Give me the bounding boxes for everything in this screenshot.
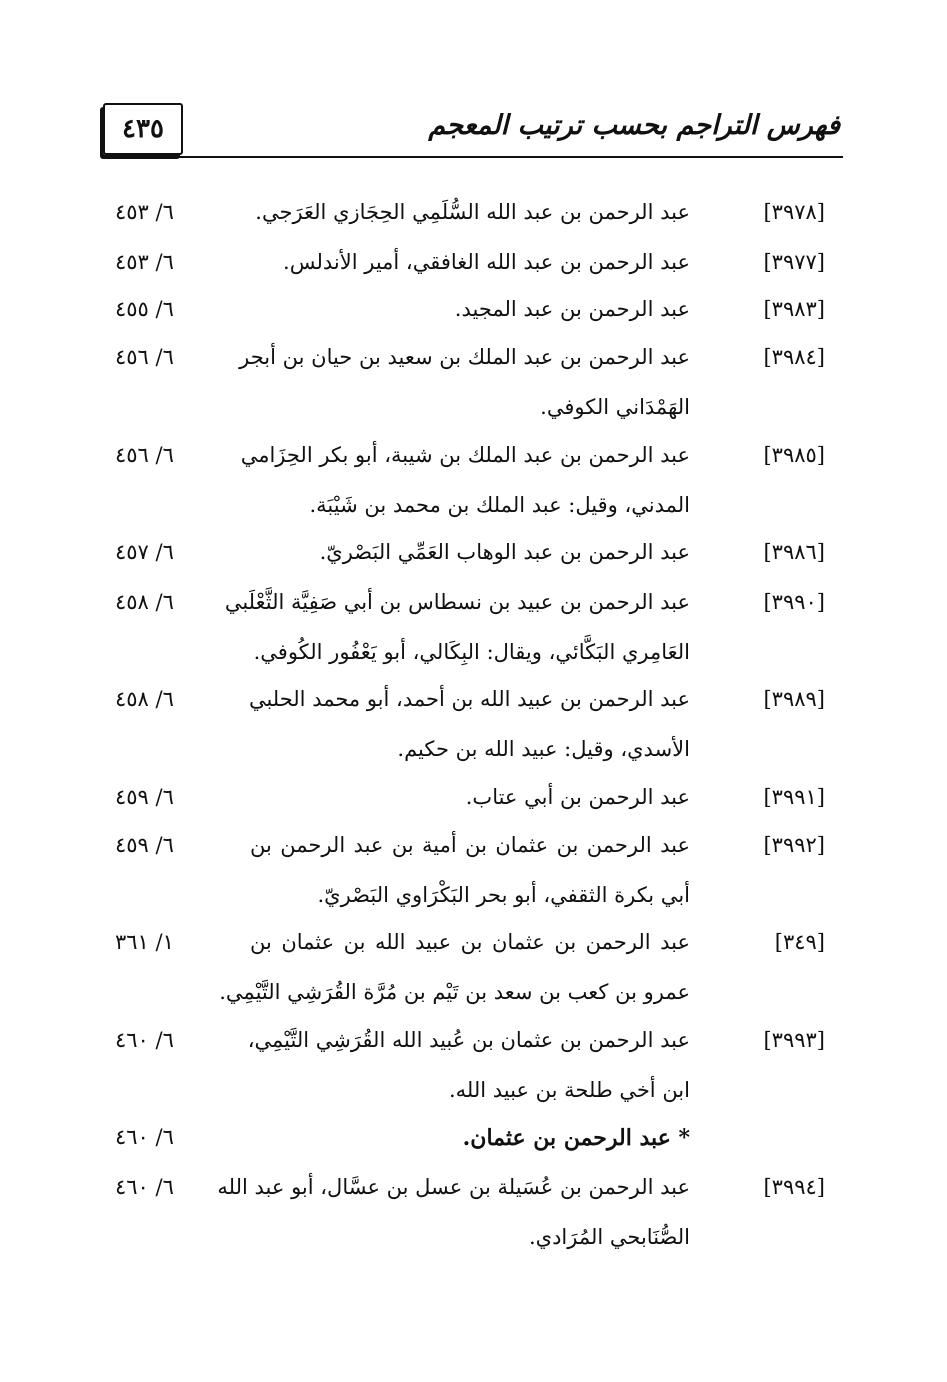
- volume-page-ref: ٦/ ٤٥٣: [115, 250, 174, 274]
- running-title: فهرس التراجم بحسب ترتيب المعجم: [428, 110, 840, 141]
- volume-page-ref: ٦/ ٤٦٠: [115, 1175, 174, 1199]
- entry-number: [٣٩٨٥]: [763, 443, 825, 467]
- entry-text-line: عبد الرحمن بن عثمان بن عُبيد الله القُرَشِي التَّيْمِي،: [247, 1028, 690, 1052]
- entry-text-line: عبد الرحمن بن عبيد بن نسطاس بن أبي صَفِيَّة الثَّعْلَبي: [224, 590, 690, 614]
- entry-text-line: عبد الرحمن بن أبي عتاب.: [465, 785, 690, 809]
- entry-number: [٣٩٧٧]: [763, 250, 825, 274]
- page-number-box: [103, 103, 183, 155]
- volume-page-ref: ٦/ ٤٥٦: [115, 443, 174, 467]
- entry-text-line: عبد الرحمن بن عبد الملك بن سعيد بن حيان بن أبجر: [239, 345, 690, 369]
- volume-page-ref: ٦/ ٤٥٨: [115, 590, 174, 614]
- volume-page-ref: ٦/ ٤٥٥: [115, 297, 174, 321]
- entry-text-line: عبد الرحمن بن عبد الله الغافقي، أمير الأندلس.: [283, 250, 690, 274]
- volume-page-ref: ٦/ ٤٦٠: [115, 1125, 174, 1149]
- volume-page-ref: ٦/ ٤٦٠: [115, 1028, 174, 1052]
- volume-page-ref: ٦/ ٤٥٨: [115, 687, 174, 711]
- header-rule: [103, 156, 843, 158]
- entry-text-line: الأسدي، وقيل: عبيد الله بن حكيم.: [397, 737, 690, 761]
- entry-number: [٣٩٨٣]: [763, 297, 825, 321]
- volume-page-ref: ٦/ ٤٥٩: [115, 785, 174, 809]
- entry-number: [٣٩٩٢]: [763, 833, 825, 857]
- entry-text-line: عبد الرحمن بن عثمان بن أمية بن عبد الرحمن بن: [250, 833, 690, 857]
- entry-text-line: عبد الرحمن بن عبد الوهاب العَمِّي البَصْريّ.: [319, 540, 690, 564]
- entry-text-line: أبي بكرة الثقفي، أبو بحر البَكْرَاوي البَصْريّ.: [317, 883, 690, 907]
- entry-text-line: عبد الرحمن بن عُسَيلة بن عسل بن عسَّال، أبو عبد الله: [217, 1175, 690, 1199]
- entry-text-line: العَامِري البَكَّائي، ويقال: البِكَالي، أبو يَعْفُور الكُوفي.: [253, 640, 690, 664]
- volume-page-ref: ٦/ ٤٥٣: [115, 200, 174, 224]
- entry-text-line: عبد الرحمن بن عبيد الله بن أحمد، أبو محمد الحلبي: [248, 687, 690, 711]
- entry-number: [٣٩٩١]: [763, 785, 825, 809]
- entry-text-line: الهَمْدَاني الكوفي.: [540, 395, 690, 419]
- entry-text-line: عبد الرحمن بن عبد المجيد.: [454, 297, 690, 321]
- entry-number: [٣٤٩]: [774, 930, 825, 954]
- entry-number: [٣٩٩٤]: [763, 1175, 825, 1199]
- volume-page-ref: ٦/ ٤٥٦: [115, 345, 174, 369]
- entry-text-line: الصُّنَابحي المُرَادي.: [528, 1225, 690, 1249]
- entry-number: [٣٩٨٦]: [763, 540, 825, 564]
- entry-text-line: عبد الرحمن بن عثمان بن عبيد الله بن عثمان بن: [250, 930, 690, 954]
- entry-number: [٣٩٧٨]: [763, 200, 825, 224]
- entry-text-line: عمرو بن كعب بن سعد بن تَيْم بن مُرَّة القُرَشِي التَّيْمِي.: [219, 980, 690, 1004]
- entry-text-line: عبد الرحمن بن عبد الله السُّلَمِي الحِجَازي العَرَجي.: [255, 200, 690, 224]
- entry-text-line: المدني، وقيل: عبد الملك بن محمد بن شَيْبَة.: [309, 493, 690, 517]
- entry-text-line: ابن أخي طلحة بن عبيد الله.: [448, 1078, 690, 1102]
- entry-number: [٣٩٩٠]: [763, 590, 825, 614]
- page-number: ٤٣٥: [122, 114, 164, 144]
- volume-page-ref: ٦/ ٤٥٩: [115, 833, 174, 857]
- entry-number: [٣٩٨٩]: [763, 687, 825, 711]
- volume-page-ref: ١/ ٣٦١: [115, 930, 174, 954]
- cross-reference-text: * عبد الرحمن بن عثمان.: [462, 1125, 690, 1151]
- volume-page-ref: ٦/ ٤٥٧: [115, 540, 174, 564]
- entry-text-line: عبد الرحمن بن عبد الملك بن شيبة، أبو بكر الحِزَامي: [240, 443, 690, 467]
- entry-number: [٣٩٨٤]: [763, 345, 825, 369]
- entry-number: [٣٩٩٣]: [763, 1028, 825, 1052]
